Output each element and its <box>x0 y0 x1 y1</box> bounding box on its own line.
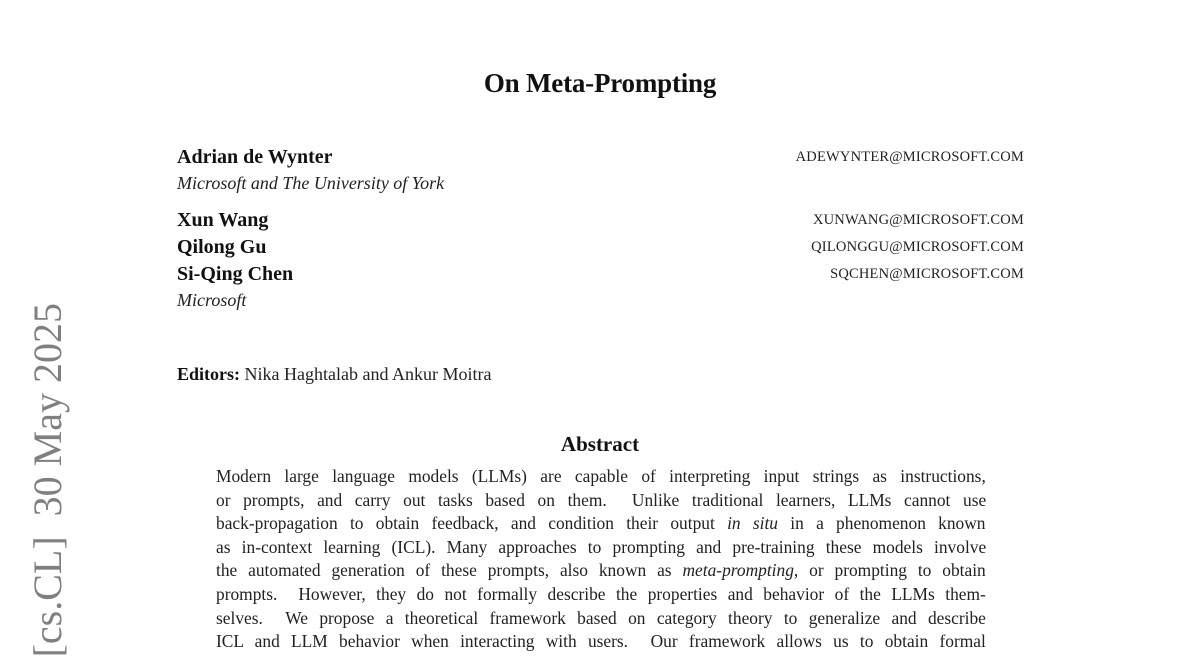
abstract-heading: Abstract <box>560 432 640 456</box>
author-email[interactable]: ADEWYNTER@MICROSOFT.COM <box>795 149 1024 165</box>
author-affiliation: Microsoft <box>177 290 247 310</box>
author-name: Adrian de Wynter <box>177 146 333 168</box>
abstract-text: or prompts, and carry out tasks based on them. Unlike traditional learners, LLMs cannot use <box>216 489 986 510</box>
abstract-body <box>216 465 986 654</box>
editors-line <box>177 363 491 385</box>
editors-label: Editors: <box>177 364 240 384</box>
author-email[interactable]: SQCHEN@MICROSOFT.COM <box>830 266 1024 282</box>
abstract-line <box>216 512 986 536</box>
author-email[interactable]: XUNWANG@MICROSOFT.COM <box>812 212 1024 228</box>
paper-title: On Meta-Prompting <box>483 68 717 98</box>
editors-names: Nika Haghtalab and Ankur Moitra <box>244 364 492 384</box>
author-row <box>177 145 1024 172</box>
abstract-line <box>216 465 986 489</box>
abstract-emphasis: meta-prompting <box>682 560 794 581</box>
abstract-text: Modern large language models (LLMs) are capable of interpreting input strings as instructions, <box>216 466 986 486</box>
author-name: Xun Wang <box>177 209 269 231</box>
abstract-line <box>216 559 986 583</box>
abstract-text: back-propagation to obtain feedback, and condition their output <box>216 513 728 534</box>
abstract-text: as in-context learning (ICL). Many approaches to prompting and pre-training these models involve <box>216 536 986 557</box>
abstract-text: selves. We propose a theoretical framework based on category theory to generalize and describe <box>216 607 986 628</box>
author-row <box>177 235 1024 262</box>
author-group-2 <box>177 208 1024 311</box>
author-row <box>177 208 1024 235</box>
author-name: Si-Qing Chen <box>177 263 294 285</box>
arxiv-stamp-text: [cs.CL] 30 May 2025 <box>25 303 70 657</box>
abstract-text: the automated generation of these prompts, also known as <box>216 560 683 581</box>
abstract-text: , or prompting to obtain <box>793 560 986 581</box>
abstract-line <box>216 489 986 513</box>
author-row <box>177 262 1024 289</box>
author-email[interactable]: QILONGGU@MICROSOFT.COM <box>811 239 1024 255</box>
abstract-line <box>216 536 986 560</box>
abstract-emphasis: in situ <box>727 513 778 534</box>
abstract-line <box>216 630 986 654</box>
author-name: Qilong Gu <box>177 236 267 258</box>
abstract-text: ICL and LLM behavior when interacting with users. Our framework allows us to obtain formal <box>216 631 986 652</box>
author-affiliation: Microsoft and The University of York <box>177 173 445 193</box>
arxiv-side-stamp <box>25 303 70 657</box>
abstract-line <box>216 607 986 631</box>
abstract-text: prompts. However, they do not formally describe the properties and behavior of the LLMs them- <box>216 583 986 604</box>
abstract-text: in a phenomenon known <box>778 513 986 534</box>
abstract-line <box>216 583 986 607</box>
author-group-1 <box>177 145 1024 194</box>
